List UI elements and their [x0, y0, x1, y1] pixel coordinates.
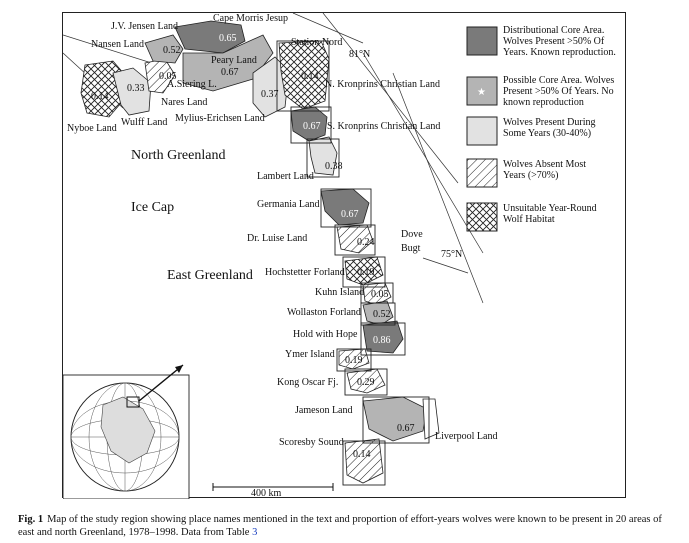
- region-value-nyboe: 0.14: [91, 91, 109, 102]
- place-label-hold-with-hope: Hold with Hope: [293, 329, 358, 340]
- place-label-scoresby: Scoresby Sound: [279, 437, 344, 448]
- region-jameson: [363, 397, 427, 441]
- place-label-ymer: Ymer Island: [285, 349, 335, 360]
- globe-inset: [63, 365, 189, 499]
- study-region-map: [63, 13, 627, 499]
- place-label-wollaston: Wollaston Forland: [287, 307, 361, 318]
- place-label-dr-luise: Dr. Luise Land: [247, 233, 308, 244]
- caption-text: Map of the study region showing place names mentioned in the text and proportion of effort-years wolves were known to be present in 20 areas of east and north Greenland, 1978–1998. Data from Table: [18, 514, 662, 538]
- region-value-wulff: 0.05: [159, 71, 177, 82]
- figure-caption: [18, 513, 678, 539]
- place-label-nansen: Nansen Land: [91, 39, 145, 50]
- region-value-scoresby: 0.14: [353, 449, 371, 460]
- place-label-north-greenland: North Greenland: [131, 148, 226, 163]
- region-value-dr-luise: 0.24: [357, 237, 375, 248]
- region-value-mylius: 0.37: [261, 89, 279, 100]
- region-value-jv-jensen: 0.65: [219, 33, 237, 44]
- place-label-kuhn: Kuhn Island: [315, 287, 365, 298]
- region-value-peary: 0.67: [221, 67, 239, 78]
- place-label-a-siering: A.Siering L.: [167, 79, 217, 90]
- place-label-mylius: Mylius-Erichsen Land: [175, 113, 265, 124]
- region-value-hold-with-hope: 0.86: [373, 335, 391, 346]
- legend: [467, 27, 497, 231]
- legend-absent-lines-0: Wolves Absent Most: [503, 159, 587, 170]
- place-label-jameson: Jameson Land: [295, 405, 353, 416]
- legend-core-lines-1: Wolves Present >50% Of: [503, 36, 605, 47]
- caption-label: Fig. 1: [18, 514, 44, 525]
- place-label-nares: Nares Land: [161, 97, 208, 108]
- place-label-germania: Germania Land: [257, 199, 320, 210]
- place-label-kong-oscar: Kong Oscar Fj.: [277, 377, 339, 388]
- region-value-germania: 0.67: [341, 209, 359, 220]
- region-value-ymer: 0.19: [345, 355, 363, 366]
- scale-label: 400 km: [251, 488, 282, 499]
- legend-possible-lines-0: Possible Core Area. Wolves: [503, 75, 615, 86]
- legend-absent-lines-1: Years (>70%): [503, 170, 559, 181]
- legend-some-lines-0: Wolves Present During: [503, 117, 596, 128]
- place-label-wulf: Wulff Land: [121, 117, 168, 128]
- place-label-nyboe: Nyboe Land: [67, 123, 117, 134]
- place-label-s-kronprins: S. Kronprins Christian Land: [327, 121, 441, 132]
- legend-unsuitable-lines-1: Wolf Habitat: [503, 214, 555, 225]
- region-value-lambert: 0.38: [325, 161, 343, 172]
- region-value-kong-oscar: 0.29: [357, 377, 375, 388]
- svg-text:★: ★: [477, 87, 486, 98]
- legend-unsuitable-lines-0: Unsuitable Year-Round: [503, 203, 597, 214]
- place-label-lambert: Lambert Land: [257, 171, 314, 182]
- place-label-jv-jensen: J.V. Jensen Land: [111, 21, 179, 32]
- region-value-nansen: 0.52: [163, 45, 181, 56]
- place-label-hochstetter: Hochstetter Forland: [265, 267, 345, 278]
- region-value-wollaston: 0.52: [373, 309, 391, 320]
- region-value-kuhn: 0.05: [371, 289, 389, 300]
- place-label-cape-morris: Cape Morris Jesup: [213, 13, 288, 24]
- place-label-bugt: Bugt: [401, 243, 421, 254]
- place-label-east-greenland: East Greenland: [167, 268, 253, 283]
- legend-core-lines-0: Distributional Core Area.: [503, 25, 605, 36]
- place-label-ice-cap: Ice Cap: [131, 200, 175, 215]
- map-figure: [62, 12, 626, 498]
- place-label-peary: Peary Land: [211, 55, 257, 66]
- region-value-s-kronprins: 0.67: [303, 121, 321, 132]
- place-label-dove: Dove: [401, 229, 423, 240]
- place-label-liverpool: Liverpool Land: [435, 431, 498, 442]
- graticule-lines: [63, 13, 483, 303]
- place-label-lat81: 81°N: [349, 49, 371, 60]
- region-value-station-nord: 0.14: [301, 71, 319, 82]
- legend-some-lines-1: Some Years (30-40%): [503, 128, 592, 139]
- region-value-jameson: 0.67: [397, 423, 415, 434]
- region-value-hochstetter: 0.19: [357, 267, 375, 278]
- caption-table-link[interactable]: 3: [252, 527, 258, 538]
- place-label-lat75: 75°N: [441, 249, 463, 260]
- place-label-station-nord: Station Nord: [291, 37, 343, 48]
- legend-possible-lines-1: Present >50% Of Years. No: [503, 86, 614, 97]
- legend-possible-lines-2: known reproduction: [503, 97, 584, 108]
- region-scoresby: [345, 439, 383, 483]
- legend-core-lines-2: Years. Known reproduction.: [503, 47, 616, 58]
- region-value-nares: 0.33: [127, 83, 145, 94]
- place-label-n-kronprins: N. Kronprins Christian Land: [325, 79, 440, 90]
